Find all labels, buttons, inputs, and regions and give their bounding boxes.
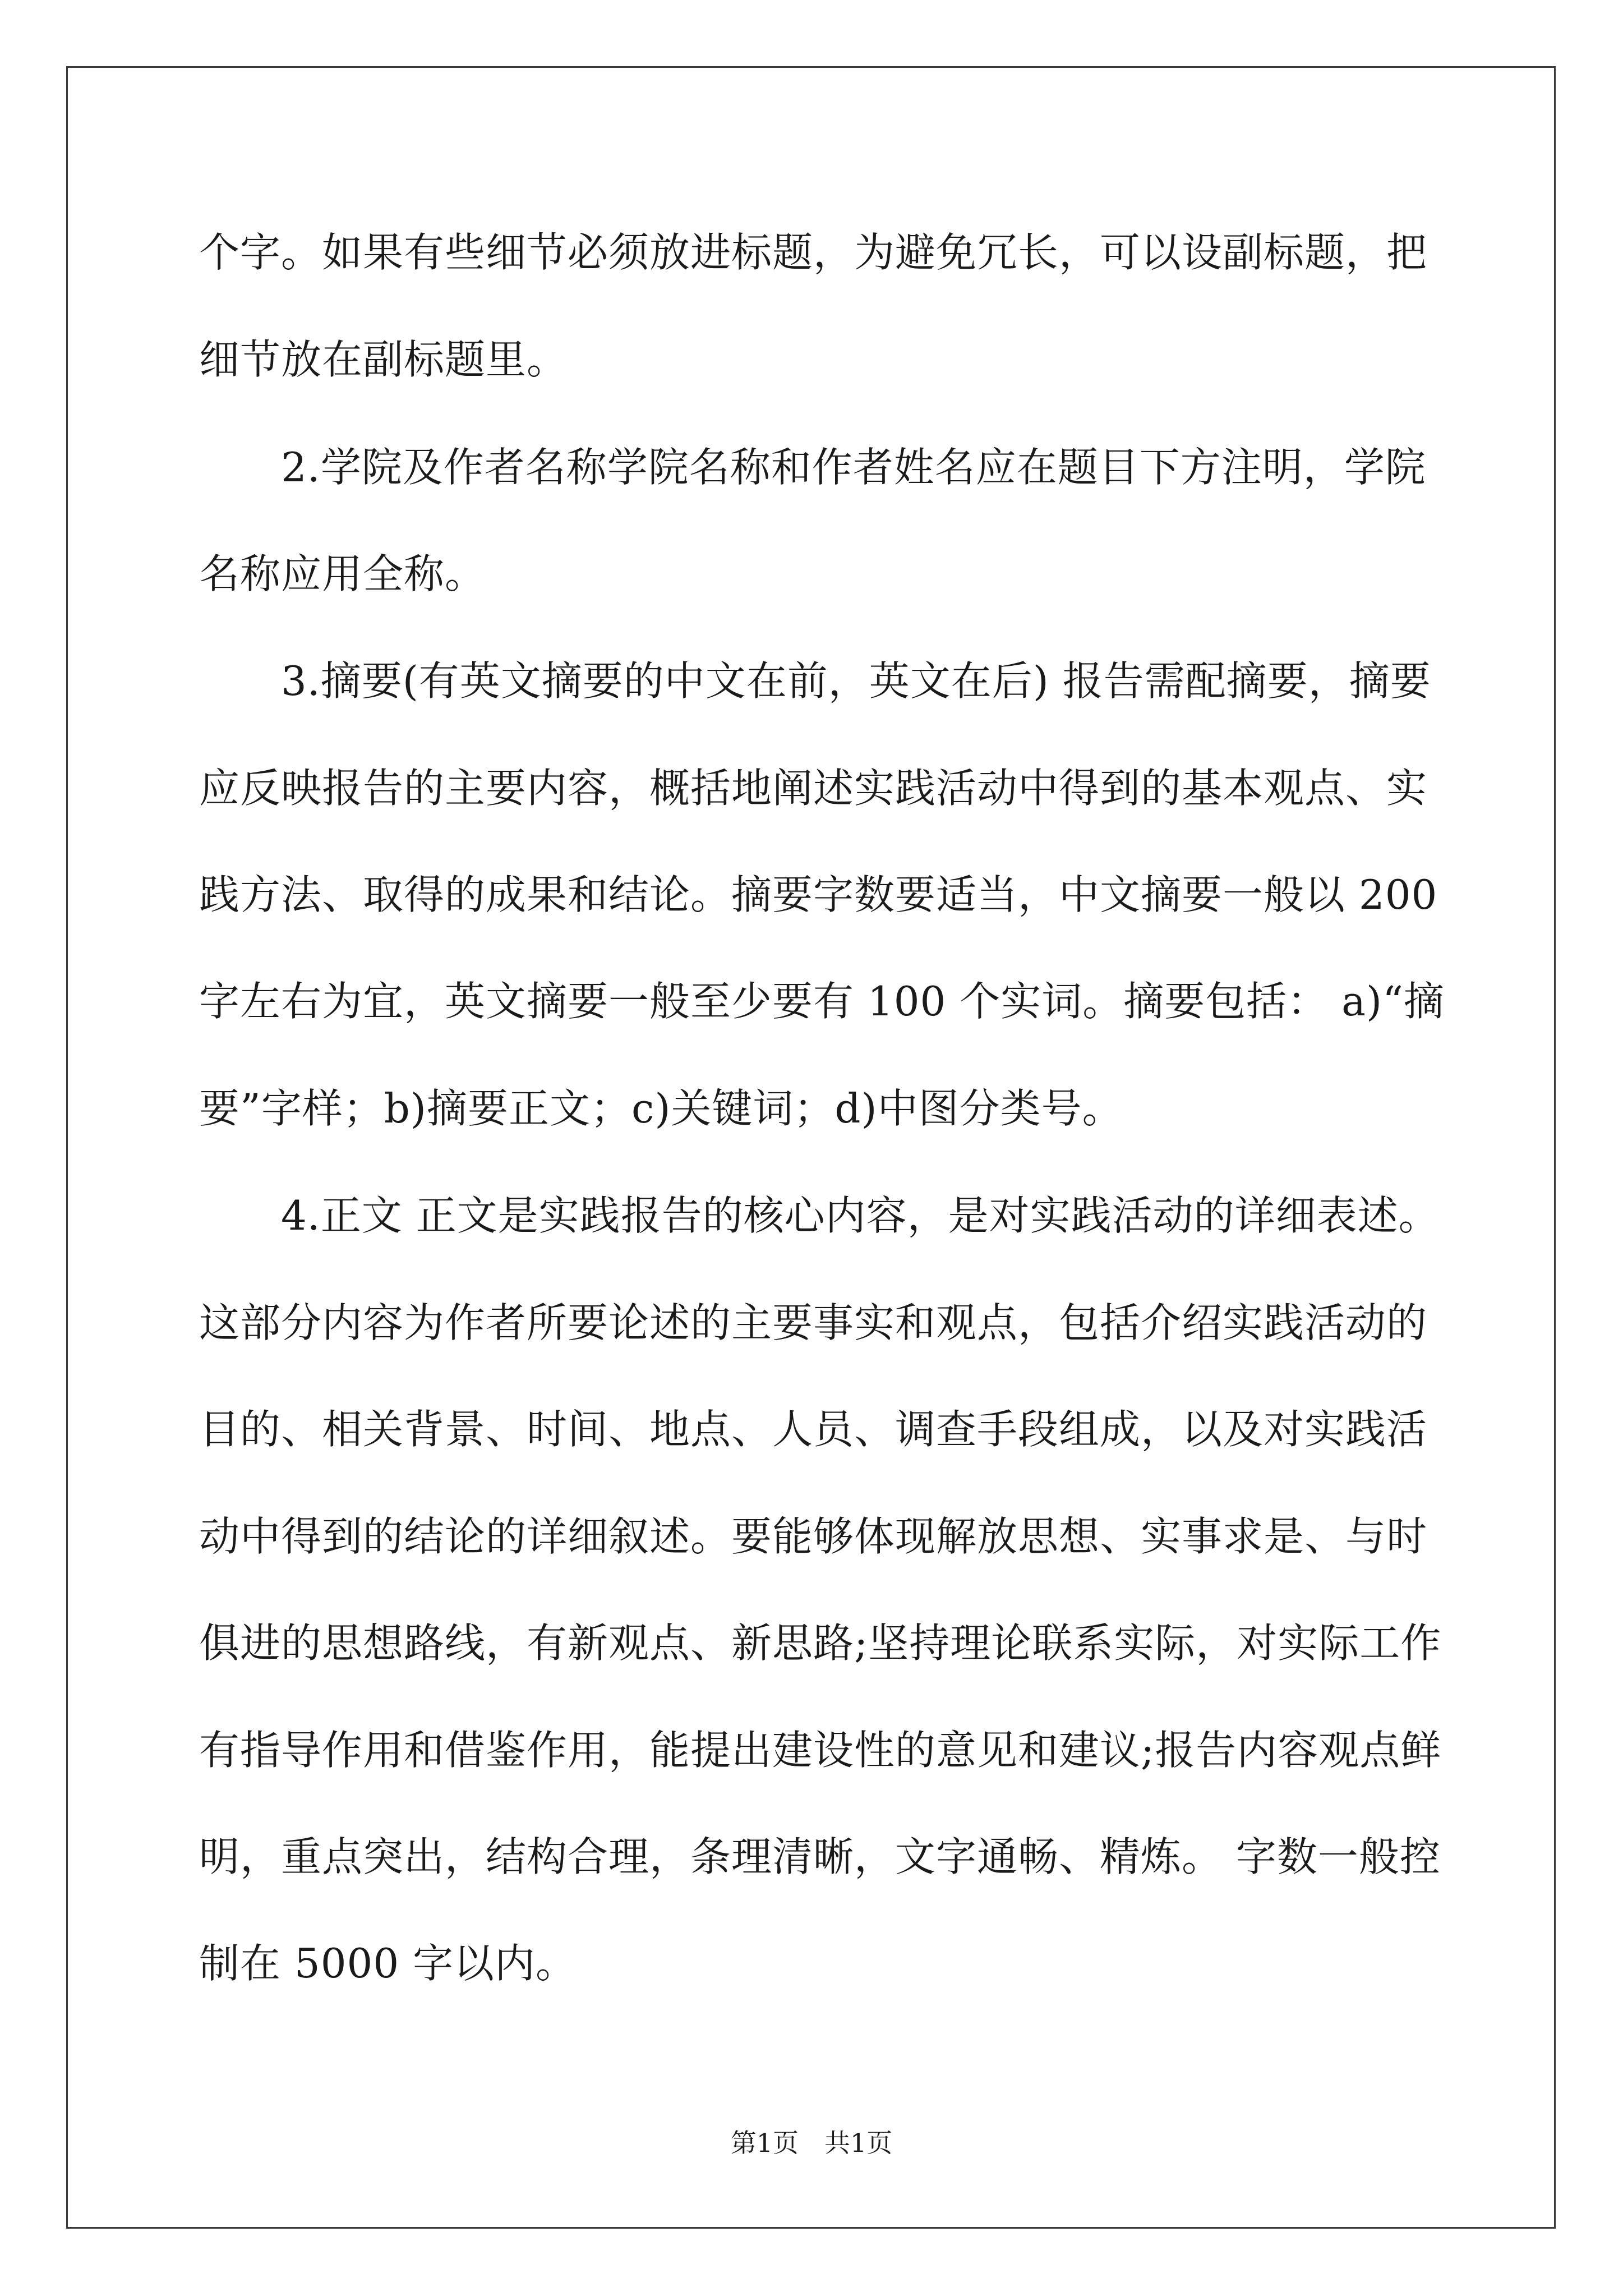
- page-number-footer: 第1页 共1页: [730, 2128, 893, 2158]
- text-line: 俱进的思想路线，有新观点、新思路;坚持理论联系实际，对实际工作: [199, 1619, 1442, 1667]
- text-line: 字左右为宜，英文摘要一般至少要有 100 个实词。摘要包括： a)“摘: [199, 978, 1445, 1025]
- text-line: 这部分内容为作者所要论述的主要事实和观点，包括介绍实践活动的: [199, 1299, 1428, 1346]
- text-line: 制在 5000 字以内。: [199, 1940, 577, 1987]
- text-line: 践方法、取得的成果和结论。摘要字数要适当，中文摘要一般以 200: [199, 871, 1438, 918]
- text-line: 明，重点突出，结构合理，条理清晰，文字通畅、精炼。 字数一般控: [199, 1833, 1441, 1880]
- text-line: 动中得到的结论的详细叙述。要能够体现解放思想、实事求是、与时: [199, 1513, 1428, 1560]
- text-line: 3.摘要(有英文摘要的中文在前，英文在后) 报告需配摘要，摘要: [199, 657, 1431, 705]
- text-line: 要”字样；b)摘要正文；c)关键词；d)中图分类号。: [199, 1085, 1123, 1132]
- text-line: 目的、相关背景、时间、地点、人员、调查手段组成，以及对实践活: [199, 1406, 1428, 1453]
- text-line: 名称应用全称。: [199, 550, 486, 597]
- text-line: 2.学院及作者名称学院名称和作者姓名应在题目下方注明，学院: [199, 444, 1426, 491]
- text-line: 4.正文 正文是实践报告的核心内容，是对实践活动的详细表述。: [199, 1192, 1440, 1239]
- text-line: 细节放在副标题里。: [199, 336, 568, 383]
- text-line: 应反映报告的主要内容，概括地阐述实践活动中得到的基本观点、实: [199, 765, 1428, 812]
- page-frame: [66, 66, 1556, 2229]
- text-line: 个字。如果有些细节必须放进标题，为避免冗长，可以设副标题，把: [199, 229, 1428, 276]
- text-line: 有指导作用和借鉴作用，能提出建设性的意见和建议;报告内容观点鲜: [199, 1727, 1442, 1774]
